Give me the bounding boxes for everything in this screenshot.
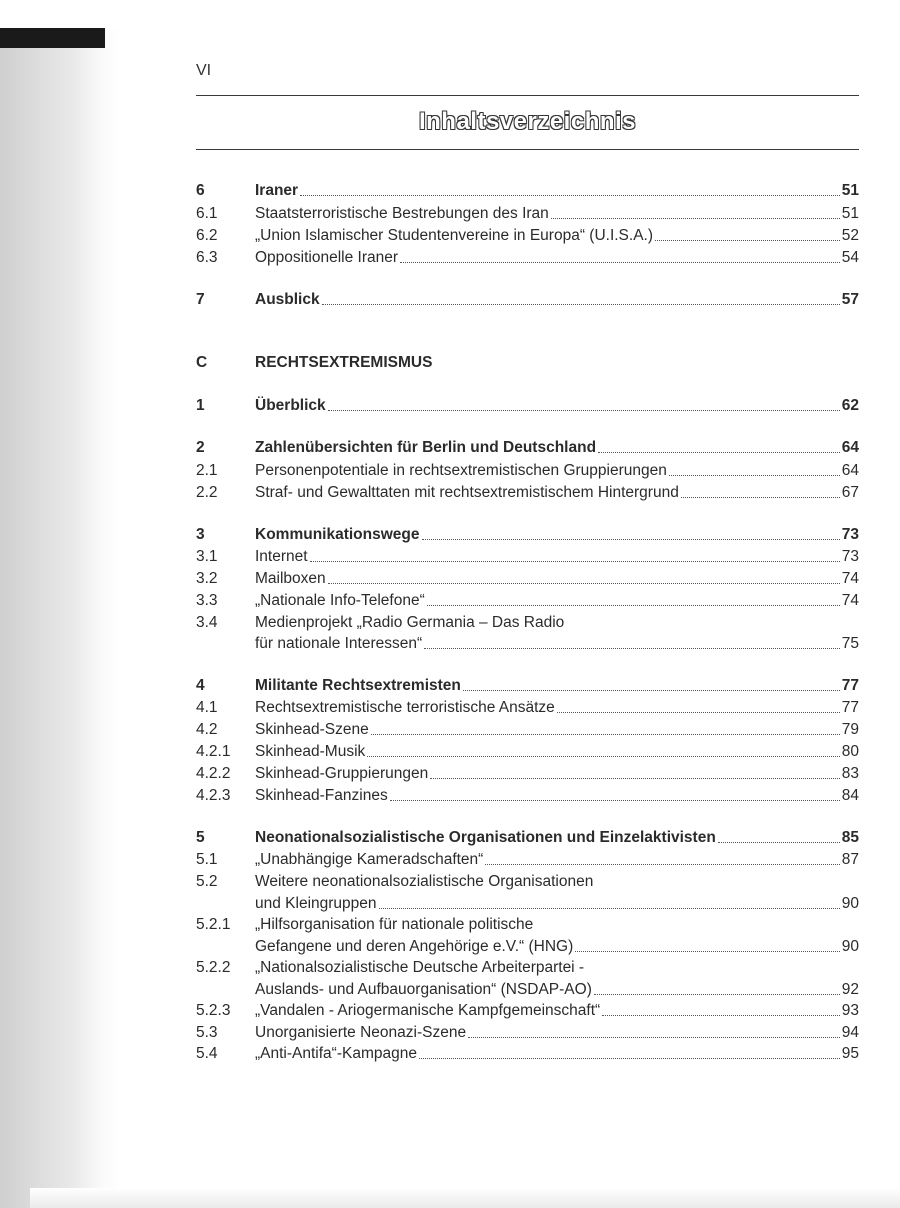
toc-entry (196, 958, 859, 980)
toc-entry-number: 1 (196, 397, 205, 414)
toc-entry-page: 80 (841, 743, 859, 760)
dot-leader (655, 240, 840, 241)
dot-leader (718, 842, 840, 843)
toc-entry-page: 85 (841, 829, 859, 846)
toc-entry-page: 87 (841, 851, 859, 868)
dot-leader (328, 410, 840, 411)
toc-entry-text-group (255, 569, 859, 589)
toc-entry-page: 51 (841, 205, 859, 222)
dot-leader (400, 262, 840, 263)
toc-entry-title: Internet (255, 548, 308, 565)
toc-entry-number: C (196, 354, 208, 371)
toc-entry-number: 3.3 (196, 592, 218, 609)
toc-entry-page: 64 (841, 439, 859, 456)
toc-entry-number: 5 (196, 829, 205, 846)
toc-entry-page: 67 (841, 484, 859, 501)
toc-entry-number: 4.2.2 (196, 765, 231, 782)
toc-entry (196, 396, 859, 418)
toc-entry-text-group (255, 786, 859, 806)
toc-entry (196, 591, 859, 613)
dot-leader (367, 756, 839, 757)
toc-entry (196, 483, 859, 505)
toc-entry-title: RECHTSEXTREMISMUS (255, 354, 433, 371)
toc-entry-title: Zahlenübersichten für Berlin und Deutschland (255, 439, 597, 456)
toc-entry-page: 51 (841, 182, 859, 199)
toc-entry-text-group (255, 915, 859, 935)
toc-entry (196, 204, 859, 226)
toc-entry-text-group (255, 1023, 859, 1043)
toc-entry-number: 5.2.1 (196, 916, 231, 933)
toc-entry-title: Skinhead-Musik (255, 743, 366, 760)
dot-leader (422, 539, 840, 540)
title-rule-bottom (196, 149, 859, 150)
toc-entry-page: 74 (841, 570, 859, 587)
toc-entry-text-group (255, 980, 859, 1000)
toc-entry-text-group (255, 872, 859, 892)
toc-entry-text-group (255, 613, 859, 633)
toc-entry (196, 980, 859, 1002)
toc-entry-title: „Anti-Antifa“-Kampagne (255, 1045, 417, 1062)
toc-entry-page: 90 (841, 938, 859, 955)
dot-leader (575, 951, 840, 952)
toc-entry-number: 5.2.2 (196, 959, 231, 976)
toc-entry-text-group (255, 461, 859, 481)
toc-entry (196, 915, 859, 937)
toc-entry-number: 5.2.3 (196, 1002, 231, 1019)
toc-entry-title: Oppositionelle Iraner (255, 249, 399, 266)
toc-entry-text-group (255, 181, 859, 201)
toc-entry-title: Mailboxen (255, 570, 326, 587)
toc-entry-title: Iraner (255, 182, 299, 199)
toc-entry (196, 850, 859, 872)
toc-entry-title: Straf- und Gewalttaten mit rechtsextremistischem Hintergrund (255, 484, 679, 501)
title-rule-top (196, 95, 859, 96)
toc-entry-title: „Nationale Info-Telefone“ (255, 592, 425, 609)
toc-entry (196, 613, 859, 635)
dot-leader (328, 583, 840, 584)
toc-entry (196, 872, 859, 894)
toc-entry-text-group (255, 204, 859, 224)
dot-leader (602, 1015, 840, 1016)
toc-entry-title: Militante Rechtsextremisten (255, 677, 461, 694)
dot-leader (419, 1058, 840, 1059)
toc-entry-text-group (255, 354, 432, 372)
toc-entry (196, 676, 859, 698)
dot-leader (424, 648, 840, 649)
toc-entry-text-group (255, 720, 859, 740)
toc-entry-text-group (255, 290, 859, 310)
toc-entry-number: 5.2 (196, 873, 218, 890)
toc-entry-number: 3.4 (196, 614, 218, 631)
toc-entry (196, 569, 859, 591)
dot-leader (669, 475, 840, 476)
toc-entry-number: 4.2.3 (196, 787, 231, 804)
page-number: VI (196, 62, 212, 79)
toc-entry-title: „Hilfsorganisation für nationale politische (255, 916, 534, 933)
toc-entry-page: 52 (841, 227, 859, 244)
toc-entry-page: 95 (841, 1045, 859, 1062)
toc-entry-number: 4.1 (196, 699, 218, 716)
dot-leader (390, 800, 840, 801)
dot-leader (371, 734, 840, 735)
dot-leader (322, 304, 840, 305)
toc-entry (196, 525, 859, 547)
toc-entry-title: „Nationalsozialistische Deutsche Arbeiterpartei - (255, 959, 585, 976)
toc-entry-number: 5.1 (196, 851, 218, 868)
toc-entry-page: 73 (841, 526, 859, 543)
toc-entry-page: 84 (841, 787, 859, 804)
toc-entry-text-group (255, 828, 859, 848)
toc-entry-title: Skinhead-Fanzines (255, 787, 388, 804)
toc-entry-title: Personenpotentiale in rechtsextremistischen Gruppierungen (255, 462, 667, 479)
toc-entry-page: 64 (841, 462, 859, 479)
toc-entry-text-group (255, 547, 859, 567)
toc-entry-text-group (255, 742, 859, 762)
toc-entry-page: 74 (841, 592, 859, 609)
toc-entry (196, 764, 859, 786)
scan-shadow-left (0, 30, 120, 1208)
toc-entry-number: 7 (196, 291, 205, 308)
toc-entry-page: 94 (841, 1024, 859, 1041)
toc-entry (196, 786, 859, 808)
toc-entry-text-group (255, 698, 859, 718)
dot-leader (379, 908, 840, 909)
toc-entry-title: Staatsterroristische Bestrebungen des Iran (255, 205, 549, 222)
toc-entry-page: 83 (841, 765, 859, 782)
toc-entry (196, 720, 859, 742)
toc-entry-text-group (255, 248, 859, 268)
toc-entry-page: 62 (841, 397, 859, 414)
toc-entry-text-group (255, 958, 859, 978)
toc-entry (196, 547, 859, 569)
dot-leader (485, 864, 839, 865)
dot-leader (310, 561, 840, 562)
toc-entry-title: Skinhead-Gruppierungen (255, 765, 429, 782)
toc-entry (196, 634, 859, 656)
toc-entry (196, 698, 859, 720)
toc-entry-text-group (255, 1001, 859, 1021)
page-title: Inhaltsverzeichnis (418, 108, 637, 135)
toc-entry (196, 937, 859, 959)
toc-entry (196, 1023, 859, 1045)
toc-entry-number: 6.2 (196, 227, 218, 244)
toc-entry-page: 75 (841, 635, 859, 652)
toc-entry (196, 248, 859, 270)
toc-entry (196, 438, 859, 460)
dot-leader (551, 218, 840, 219)
toc-entry-text-group (255, 850, 859, 870)
toc-entry-number: 5.3 (196, 1024, 218, 1041)
toc-entry-title: Kommunikationswege (255, 526, 420, 543)
dot-leader (300, 195, 840, 196)
toc-entry-page: 57 (841, 291, 859, 308)
toc-entry-number: 2 (196, 439, 205, 456)
toc-entry-text-group (255, 483, 859, 503)
toc-entry-title: Auslands- und Aufbauorganisation“ (NSDAP-AO) (255, 981, 592, 998)
toc-entry-title: für nationale Interessen“ (255, 635, 423, 652)
dot-leader (598, 452, 840, 453)
toc-entry-title: Medienprojekt „Radio Germania – Das Radio (255, 614, 565, 631)
toc-entry-number: 5.4 (196, 1045, 218, 1062)
dot-leader (681, 497, 840, 498)
toc-entry-title: Gefangene und deren Angehörige e.V.“ (HNG) (255, 938, 574, 955)
toc-entry-title: „Vandalen - Ariogermanische Kampfgemeinschaft“ (255, 1002, 601, 1019)
toc-entry (196, 742, 859, 764)
toc-entry-title: „Unabhängige Kameradschaften“ (255, 851, 484, 868)
toc-entry (196, 226, 859, 248)
toc-entry (196, 461, 859, 483)
toc-entry-number: 2.2 (196, 484, 218, 501)
toc-entry-title: Überblick (255, 397, 326, 414)
toc-entry-number: 3.1 (196, 548, 218, 565)
toc-entry-page: 77 (841, 677, 859, 694)
toc-entry (196, 290, 859, 312)
toc-entry-number: 4 (196, 677, 205, 694)
toc-entry (196, 894, 859, 916)
toc-entry-text-group (255, 937, 859, 957)
section-heading (196, 354, 859, 372)
toc-entry-text-group (255, 226, 859, 246)
toc-entry-title: „Union Islamischer Studentenvereine in Europa“ (U.I.S.A.) (255, 227, 654, 244)
toc-entry-number: 6.1 (196, 205, 218, 222)
toc-entry-title: Skinhead-Szene (255, 721, 369, 738)
toc-entry-title: Weitere neonationalsozialistische Organisationen (255, 873, 594, 890)
toc-entry-text-group (255, 396, 859, 416)
toc-entry-page: 54 (841, 249, 859, 266)
toc-entry-text-group (255, 525, 859, 545)
scan-shadow-bottom (30, 1188, 900, 1208)
toc-entry-text-group (255, 894, 859, 914)
toc-entry-title: Rechtsextremistische terroristische Ansätze (255, 699, 555, 716)
toc-entry-number: 2.1 (196, 462, 218, 479)
toc-entry-number: 4.2.1 (196, 743, 231, 760)
toc-entry (196, 828, 859, 850)
toc-entry-title: Unorganisierte Neonazi-Szene (255, 1024, 467, 1041)
toc-entry-number: 3.2 (196, 570, 218, 587)
dot-leader (427, 605, 840, 606)
toc-entry (196, 1001, 859, 1023)
toc-entry-page: 73 (841, 548, 859, 565)
toc-entry (196, 181, 859, 203)
toc-entry-page: 90 (841, 895, 859, 912)
toc-entry-text-group (255, 676, 859, 696)
toc-entry-page: 92 (841, 981, 859, 998)
toc-entry-text-group (255, 591, 859, 611)
toc-entry-text-group (255, 764, 859, 784)
dot-leader (463, 690, 840, 691)
toc-entry-title: und Kleingruppen (255, 895, 377, 912)
toc-entry-number: 6.3 (196, 249, 218, 266)
dot-leader (557, 712, 840, 713)
toc-entry-page: 77 (841, 699, 859, 716)
toc-entry-number: 4.2 (196, 721, 218, 738)
toc-entry-page: 93 (841, 1002, 859, 1019)
toc-entry (196, 1044, 859, 1066)
toc-entry-text-group (255, 634, 859, 654)
toc-entry-number: 3 (196, 526, 205, 543)
toc-entry-number: 6 (196, 182, 205, 199)
dot-leader (430, 778, 840, 779)
toc-entry-text-group (255, 1044, 859, 1064)
dot-leader (468, 1037, 840, 1038)
scan-edge-bar (0, 28, 105, 48)
toc-entry-text-group (255, 438, 859, 458)
toc-entry-title: Neonationalsozialistische Organisationen und Einzelaktivisten (255, 829, 716, 846)
dot-leader (594, 994, 840, 995)
toc-entry-title: Ausblick (255, 291, 320, 308)
toc-entry-page: 79 (841, 721, 859, 738)
